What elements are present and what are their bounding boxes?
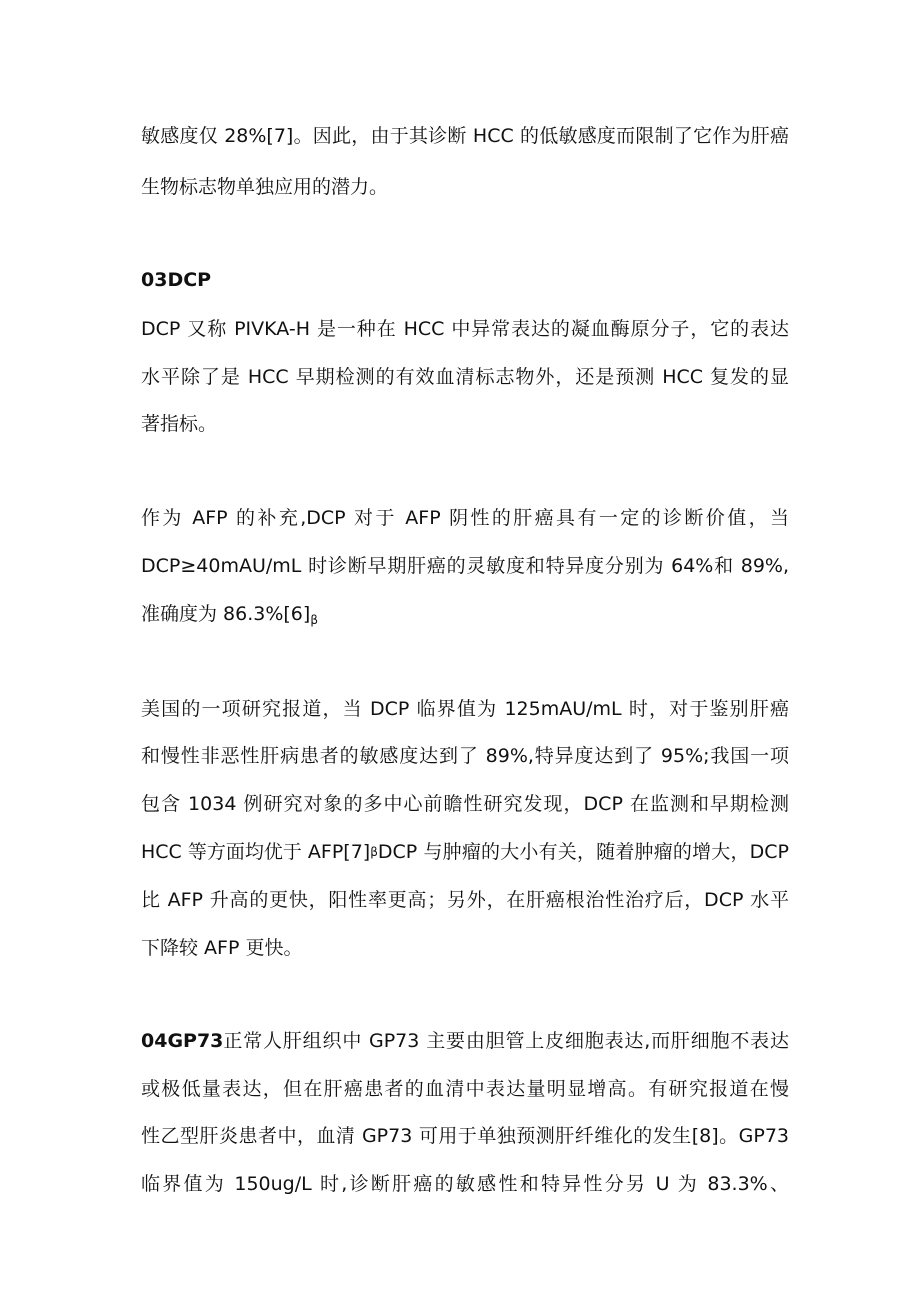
paragraph-line: [141, 840, 789, 864]
paragraph-line: 下降较 AFP 更快。: [141, 937, 303, 959]
paragraph-line: DCP 又称 PIVKA-H 是一种在 HCC 中异常表达的凝血酶原分子，它的表达: [141, 318, 789, 340]
paragraph-line: 或极低量表达，但在肝癌患者的血清中表达量明显增高。有研究报道在慢: [141, 1078, 789, 1100]
subscript-text: β: [310, 613, 318, 627]
paragraph-text: 正常人肝组织中 GP73 主要由胆管上皮细胞表达,而肝细胞不表达: [223, 1030, 789, 1052]
paragraph-line: 作为 AFP 的补充,DCP 对于 AFP 阴性的肝癌具有一定的诊断价值，当: [141, 507, 789, 529]
subscript-text: β: [370, 845, 378, 859]
paragraph-text: HCC 等方面均优于 AFP[7]: [141, 841, 371, 863]
section-heading-dcp: 03DCP: [141, 269, 212, 291]
paragraph-line: [141, 602, 318, 632]
paragraph-line: [141, 1029, 789, 1053]
section-heading-gp73: 04GP73: [141, 1030, 224, 1052]
paragraph-line: 水平除了是 HCC 早期检测的有效血清标志物外，还是预测 HCC 复发的显: [141, 366, 789, 388]
paragraph-line: 敏感度仅 28%[7]。因此，由于其诊断 HCC 的低敏感度而限制了它作为肝癌: [141, 125, 789, 147]
paragraph-line: 著指标。: [141, 413, 218, 435]
paragraph-text: 准确度为 86.3%[6]: [141, 603, 311, 625]
paragraph-line: 包含 1034 例研究对象的多中心前瞻性研究发现，DCP 在监测和早期检测: [141, 793, 789, 815]
paragraph-line: 临界值为 150ug/L 时,诊断肝癌的敏感性和特异性分另 U 为 83.3%、: [141, 1173, 789, 1195]
paragraph-text: DCP 与肿瘤的大小有关，随着肿瘤的增大，DCP: [377, 841, 789, 863]
paragraph-line: 性乙型肝炎患者中，血清 GP73 可用于单独预测肝纤维化的发生[8]。GP73: [141, 1125, 789, 1147]
paragraph-line: 和慢性非恶性肝病患者的敏感度达到了 89%,特异度达到了 95%;我国一项: [141, 745, 789, 767]
paragraph-line: 比 AFP 升高的更快，阳性率更高；另外，在肝癌根治性治疗后，DCP 水平: [141, 889, 789, 911]
paragraph-line: 美国的一项研究报道，当 DCP 临界值为 125mAU/mL 时，对于鉴别肝癌: [141, 698, 789, 720]
paragraph-line: DCP≥40mAU/mL 时诊断早期肝癌的灵敏度和特异度分别为 64%和 89%,: [141, 555, 789, 577]
paragraph-line: 生物标志物单独应用的潜力。: [141, 176, 389, 198]
